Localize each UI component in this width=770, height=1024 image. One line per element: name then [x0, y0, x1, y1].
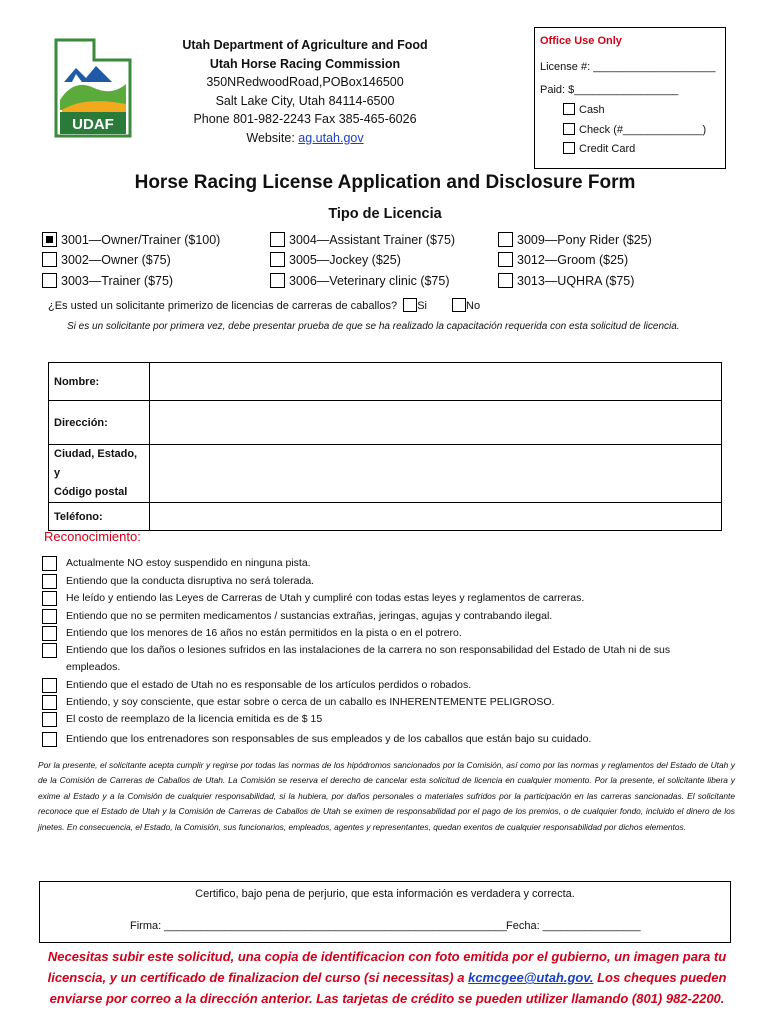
checkbox[interactable] [42, 732, 57, 747]
no-checkbox[interactable] [452, 298, 466, 312]
checkbox[interactable] [42, 643, 57, 658]
checkbox[interactable] [42, 712, 57, 727]
license-type-heading: Tipo de Licencia [328, 206, 442, 222]
license-option-3003: 3003—Trainer ($75) [42, 273, 173, 288]
checkbox[interactable] [498, 252, 513, 267]
address-line-1: 350NRedwoodRoad,POBox146500 [206, 75, 404, 89]
letterhead [150, 36, 460, 147]
checkbox[interactable] [42, 626, 57, 641]
checkbox[interactable] [270, 252, 285, 267]
license-option-3013: 3013—UQHRA ($75) [498, 273, 634, 288]
certification-text: Certifico, bajo pena de perjurio, que esta información es verdadera y correcta. [195, 888, 575, 900]
license-option-3006: 3006—Veterinary clinic ($75) [270, 273, 450, 288]
applicant-info-table [48, 362, 722, 531]
acknowledgement-heading: Reconocimiento: [44, 529, 141, 544]
date-line[interactable]: Fecha: ________________ [506, 920, 641, 932]
office-use-title: Office Use Only [540, 35, 622, 47]
yes-checkbox[interactable] [403, 298, 417, 312]
office-license-field: License #: ____________________ [540, 61, 716, 73]
license-option-3002: 3002—Owner ($75) [42, 252, 171, 267]
address-label: Dirección: [49, 401, 150, 445]
email-link[interactable]: kcmcgee@utah.gov. [468, 970, 594, 985]
checkbox[interactable] [42, 252, 57, 267]
checkbox[interactable] [270, 273, 285, 288]
license-option-3004: 3004—Assistant Trainer ($75) [270, 232, 455, 247]
checkbox[interactable] [42, 556, 57, 571]
phone-fax: Phone 801-982-2243 Fax 385-465-6026 [193, 112, 417, 126]
checkbox-checked[interactable] [42, 232, 57, 247]
city-state-zip-field[interactable] [150, 445, 722, 503]
city-state-zip-label: Ciudad, Estado, y Código postal [49, 445, 150, 503]
phone-label: Teléfono: [49, 503, 150, 531]
legal-disclaimer: Por la presente, el solicitante acepta cumplir y regirse por todas las normas de los hipódromos sancionados por la Comisión, así como por las normas y reglamentos del Estado de Utah y de la Comisión de Carreras de Caballos de Utah. La Comisión se reserva el derecho de cancelar esta solicitud de licencia en cualquier momento. Por la presente, el solicitante libera y exime al Estado y a la Comisión de cualquier responsabilidad, si la hubiera, por daños personales o materiales sufridos por la participación en las carreras sancionadas. El solicitante reconoce que el Estado de Utah y la Comisión de Carreras de Caballos de Utah se eximen de responsabilidad por el pago de los premios, o de cualquier fondo, incluido el dinero de los jinetes. En consecuencia, el Estado, la Comisión, sus funcionarios, empleados, agentes y representantes, quedan exentos de cualquier responsabilidad por dichos elementos. [38, 760, 735, 832]
license-option-3001: 3001—Owner/Trainer ($100) [42, 232, 220, 247]
submission-instructions: Necesitas subir este solicitud, una copia de identificacion con foto emitida por el gubierno, un imagen para tu licenscia, y un certificado de finalizacion del curso (si necessitas) a kcmcgee@utah.gov. Los cheques pueden enviarse por correo a la dirección anterior. Las tarjetas de crédito se pueden utilizer llamando (801) 982-2200. [47, 949, 727, 1006]
logo-text: UDAF [72, 116, 114, 133]
certification-box [39, 881, 731, 943]
website-link[interactable]: ag.utah.gov [298, 130, 364, 145]
first-time-note: Si es un solicitante por primera vez, debe presentar prueba de que se ha realizado la capacitación requerida con esta solicitud de licencia. [67, 321, 680, 332]
checkbox[interactable] [563, 123, 575, 135]
address-field[interactable] [150, 401, 722, 445]
udaf-logo [54, 38, 132, 138]
checkbox[interactable] [42, 273, 57, 288]
first-time-question: ¿Es usted un solicitante primerizo de licencias de carreras de caballos? Si No [48, 300, 481, 312]
org-name: Utah Department of Agriculture and Food [182, 38, 428, 52]
office-option-credit: Credit Card [563, 142, 635, 155]
checkbox[interactable] [42, 574, 57, 589]
phone-field[interactable] [150, 503, 722, 531]
license-option-3012: 3012—Groom ($25) [498, 252, 628, 267]
name-field[interactable] [150, 363, 722, 401]
office-use-box [534, 27, 726, 169]
license-option-3005: 3005—Jockey ($25) [270, 252, 401, 267]
address-line-2: Salt Lake City, Utah 84114-6500 [215, 93, 395, 108]
office-option-cash: Cash [563, 103, 605, 116]
commission-name: Utah Horse Racing Commission [209, 56, 401, 71]
checkbox[interactable] [498, 232, 513, 247]
checkbox[interactable] [270, 232, 285, 247]
website: Website: ag.utah.gov [246, 130, 364, 145]
checkbox[interactable] [42, 609, 57, 624]
checkbox[interactable] [563, 103, 575, 115]
license-option-3009: 3009—Pony Rider ($25) [498, 232, 652, 247]
office-paid-field: Paid: $_________________ [540, 84, 679, 96]
checkbox[interactable] [42, 591, 57, 606]
form-title: Horse Racing License Application and Disclosure Form [134, 172, 636, 193]
checkbox[interactable] [42, 695, 57, 710]
checkbox[interactable] [563, 142, 575, 154]
name-label: Nombre: [49, 363, 150, 401]
office-option-check: Check (#_____________) [563, 123, 706, 136]
checkbox[interactable] [498, 273, 513, 288]
checkbox[interactable] [42, 678, 57, 693]
signature-line[interactable]: Firma: ________________________________________________________ [130, 920, 507, 932]
